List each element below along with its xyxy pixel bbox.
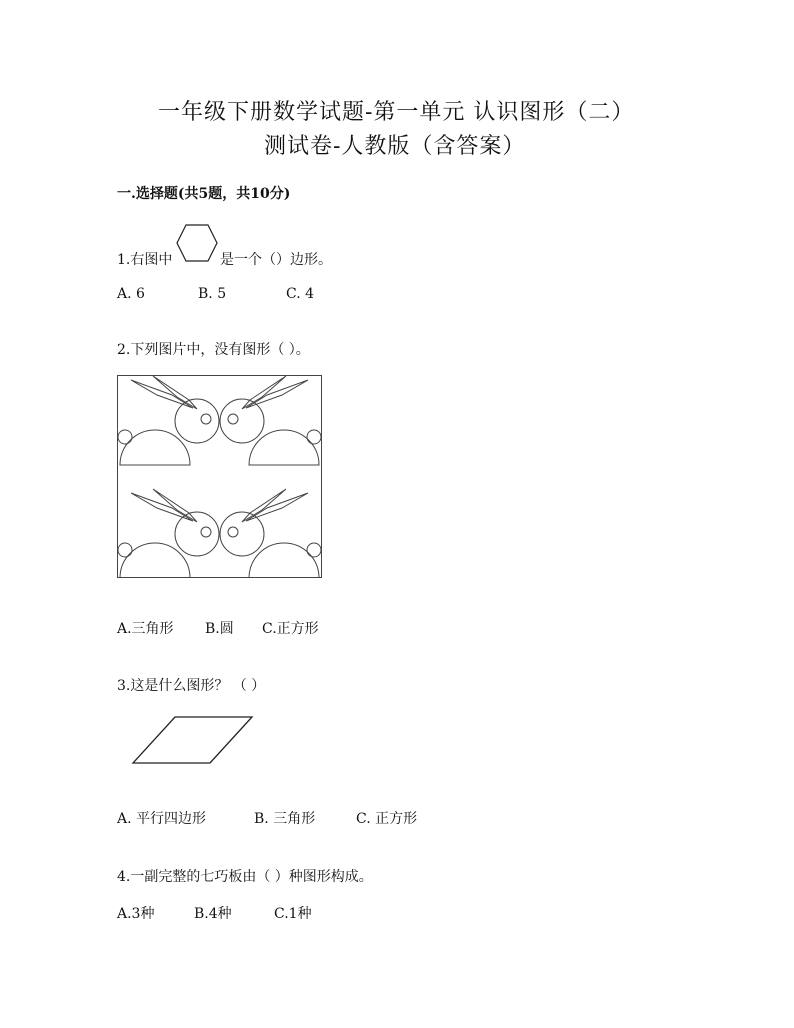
- q2-picture: [117, 375, 322, 578]
- q2-text: 2.下列图片中，没有图形（ ）。: [117, 342, 310, 358]
- hexagon-figure: [176, 224, 218, 262]
- q1-option-b: B. 5: [198, 286, 227, 302]
- parallelogram-figure: [130, 714, 255, 766]
- q3-option-c: C. 正方形: [356, 811, 418, 827]
- q4-option-b: B.4种: [194, 906, 232, 922]
- q2-option-b: B.圆: [205, 621, 234, 637]
- q4-option-c: C.1种: [274, 906, 312, 922]
- q2-option-a: A.三角形: [117, 621, 174, 637]
- doc-title-line2: 测试卷-人教版（含答案）: [264, 134, 526, 159]
- q2-option-c: C.正方形: [262, 621, 319, 637]
- q3-text: 3.这是什么图形？ （ ）: [117, 678, 266, 694]
- section-heading: 一.选择题(共5题，共10分): [117, 186, 291, 202]
- doc-title-line1: 一年级下册数学试题-第一单元 认识图形（二）: [158, 100, 635, 125]
- q1-text-after: 是一个（）边形。: [220, 252, 332, 268]
- q1-text-before: 1.右图中: [117, 252, 173, 268]
- q3-option-a: A. 平行四边形: [117, 811, 207, 827]
- q4-option-a: A.3种: [117, 906, 155, 922]
- q1-option-a: A. 6: [117, 286, 145, 302]
- q3-option-b: B. 三角形: [254, 811, 316, 827]
- q4-text: 4.一副完整的七巧板由（ ）种图形构成。: [117, 869, 373, 885]
- q1-option-c: C. 4: [286, 286, 315, 302]
